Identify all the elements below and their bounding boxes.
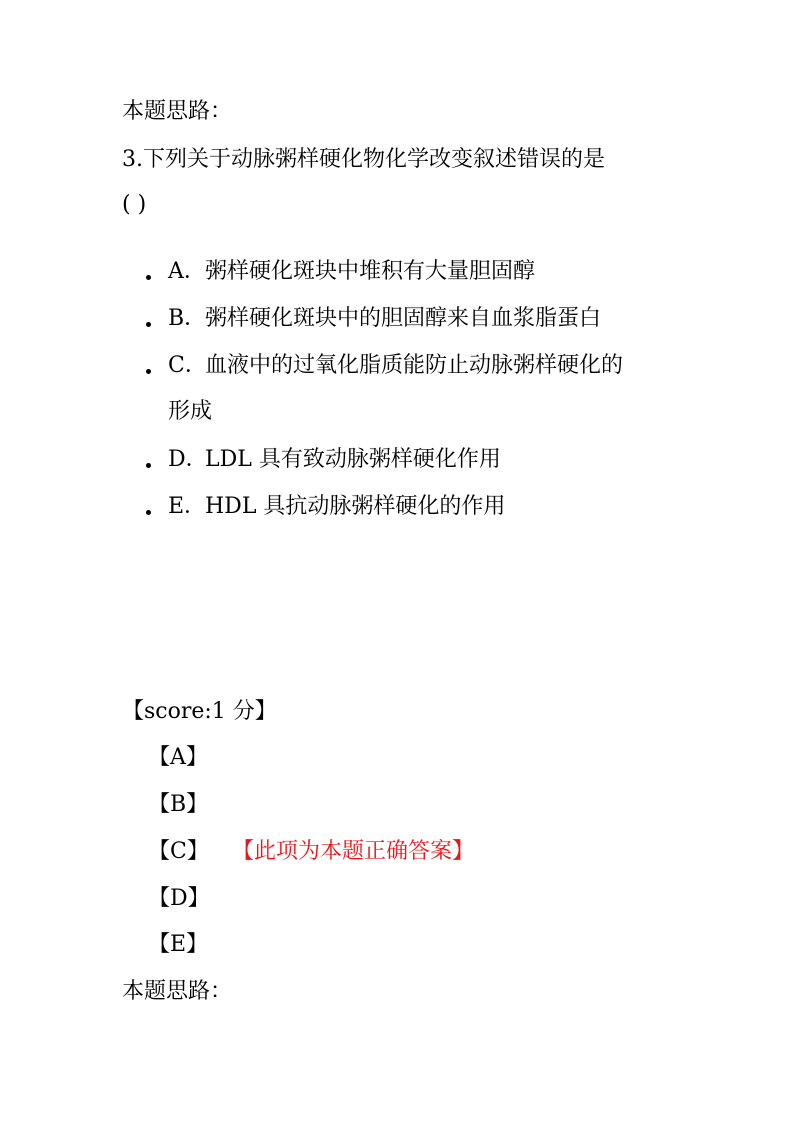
question-text: 3.下列关于动脉粥样硬化物化学改变叙述错误的是 bbox=[122, 147, 605, 172]
bullet-icon bbox=[146, 275, 151, 280]
bullet-icon bbox=[146, 369, 151, 374]
option-text: HDL 具抗动脉粥样硬化的作用 bbox=[205, 494, 506, 519]
answer-b: 【B】 bbox=[148, 792, 209, 817]
correct-answer-mark: 【此项为本题正确答案】 bbox=[232, 839, 475, 864]
option-letter: E． bbox=[168, 494, 207, 519]
option-text: 粥样硬化斑块中堆积有大量胆固醇 bbox=[205, 259, 536, 284]
option-text: 血液中的过氧化脂质能防止动脉粥样硬化的 bbox=[205, 353, 624, 378]
answer-c: 【C】 bbox=[148, 839, 209, 864]
option-text-continued: 形成 bbox=[168, 399, 213, 424]
question-blank: ( ) bbox=[122, 192, 147, 217]
answer-d: 【D】 bbox=[148, 886, 210, 911]
option-letter: B． bbox=[168, 306, 207, 331]
intro-label: 本题思路： bbox=[122, 99, 233, 124]
bullet-icon bbox=[146, 463, 151, 468]
outro-label: 本题思路： bbox=[122, 979, 233, 1004]
bullet-icon bbox=[146, 322, 151, 327]
option-letter: C． bbox=[168, 353, 207, 378]
answer-a: 【A】 bbox=[148, 745, 208, 770]
option-letter: D． bbox=[168, 447, 208, 472]
score-label: 【score:1 分】 bbox=[122, 699, 277, 724]
answer-e: 【E】 bbox=[148, 932, 209, 957]
bullet-icon bbox=[146, 510, 151, 515]
option-letter: A． bbox=[168, 259, 206, 284]
option-text: 粥样硬化斑块中的胆固醇来自血浆脂蛋白 bbox=[205, 306, 602, 331]
option-text: LDL 具有致动脉粥样硬化作用 bbox=[205, 447, 501, 472]
